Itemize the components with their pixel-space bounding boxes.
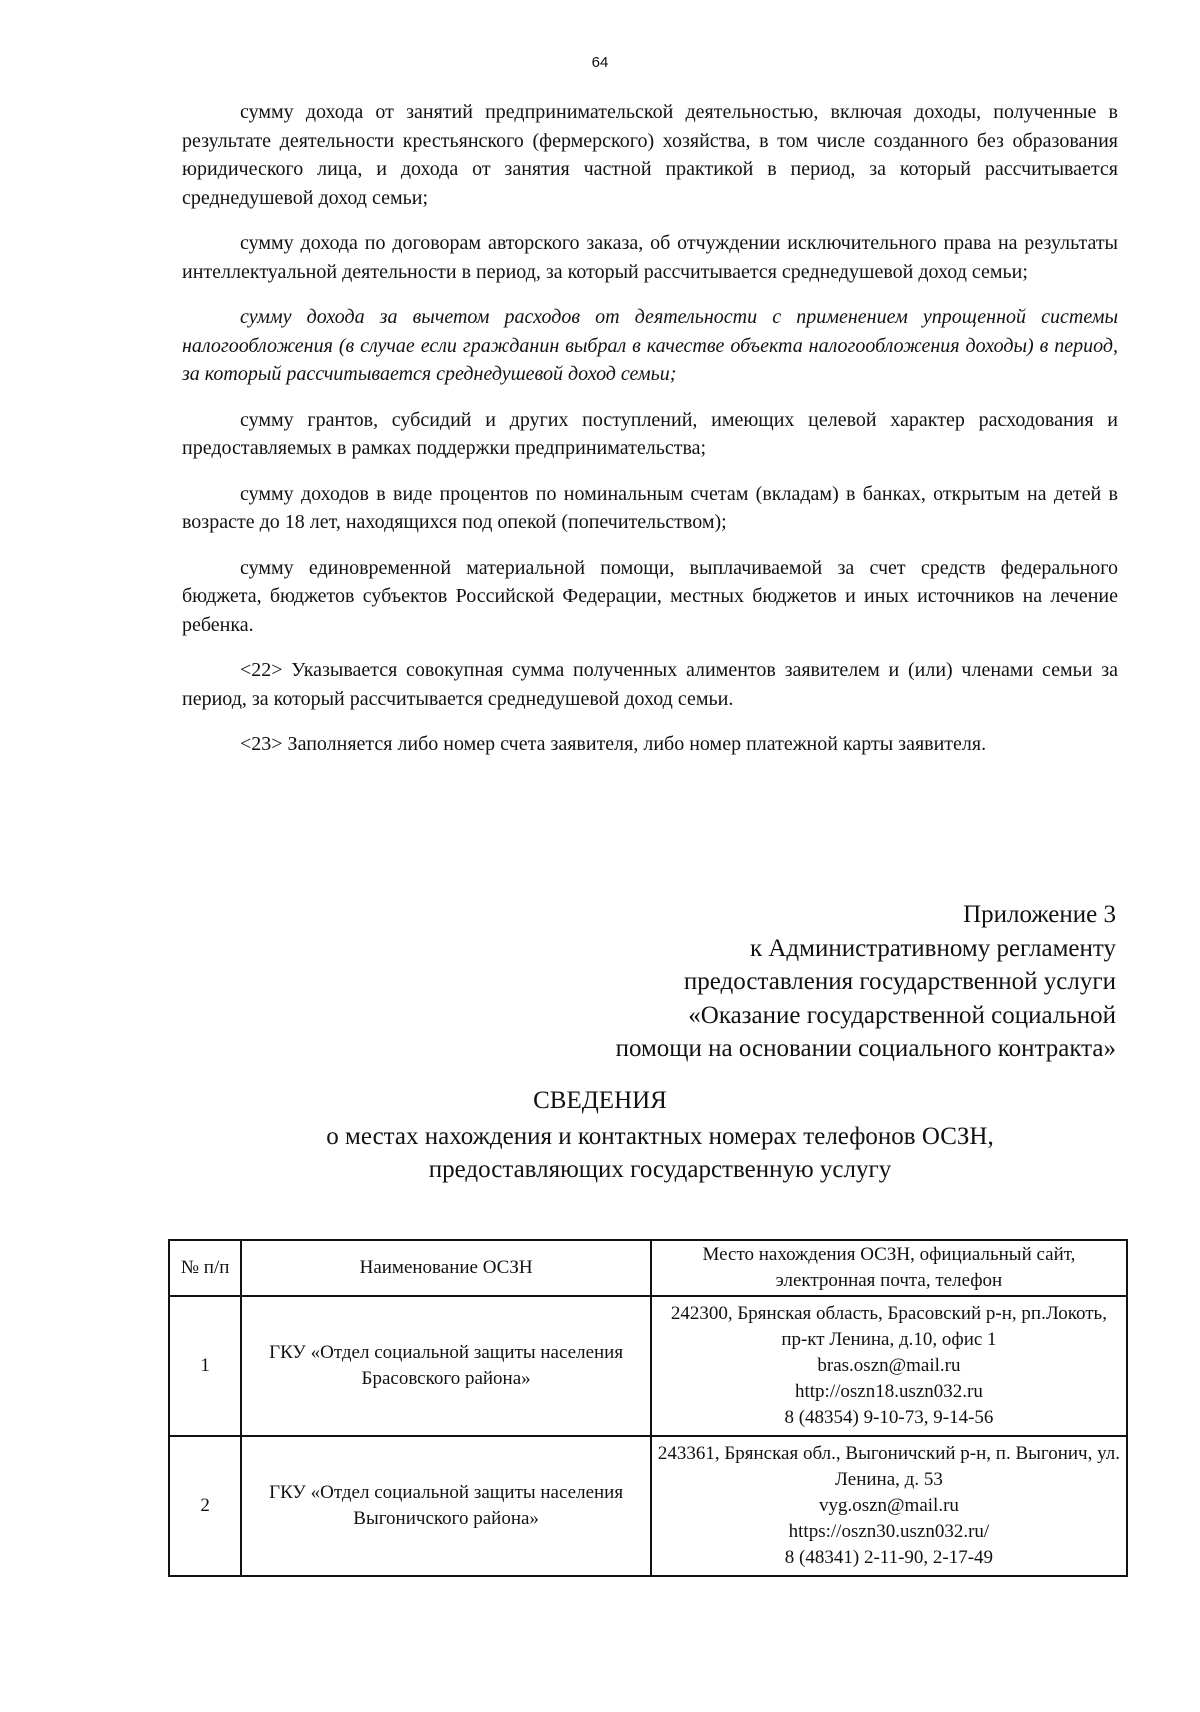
office-phone: 8 (48341) 2-11-90, 2-17-49 (784, 1547, 994, 1568)
header-number: № п/п (169, 1240, 241, 1296)
paragraph: сумму дохода от занятий предпринимательской деятельностью, включая доходы, полученные в результате деятельности крестьянского (фермерского) хозяйства, в том числе созданного без образования юридического лица, и дохода от занятия частной практикой в период, за который рассчитывается среднедушевой доход семьи; (182, 101, 1118, 209)
page-number: 64 (591, 54, 609, 71)
appendix-heading (616, 898, 1116, 1066)
table-row (169, 1296, 1127, 1436)
document-title: СВЕДЕНИЯ (533, 1087, 667, 1114)
paragraph: сумму грантов, субсидий и других поступлений, имеющих целевой характер расходования и предоставляемых в рамках поддержки предпринимательства; (182, 408, 1118, 459)
offices-table (168, 1239, 1128, 1577)
paragraph: сумму дохода за вычетом расходов от деятельности с применением упрощенной системы налогообложения (в случае если гражданин выбрал в качестве объекта налогообложения доходы) в период, за который рассчитывается среднедушевой доход семьи; (182, 306, 1118, 385)
appendix-line: к Административному регламенту (749, 934, 1116, 962)
office-address: 242300, Брянская область, Брасовский р-н, рп.Локоть, пр-кт Ленина, д.10, офис 1 (670, 1303, 1107, 1350)
table-header-row (169, 1240, 1127, 1296)
table-row (169, 1436, 1127, 1576)
footnote-23: <23> Заполняется либо номер счета заявителя, либо номер платежной карты заявителя. (240, 733, 987, 755)
paragraph: сумму доходов в виде процентов по номинальным счетам (вкладам) в банках, открытым на детей в возрасте до 18 лет, находящихся под опекой (попечительством); (182, 482, 1118, 533)
document-subtitle: о местах нахождения и контактных номерах телефонов ОСЗН, предоставляющих государственную услугу (326, 1123, 994, 1183)
appendix-number: Приложение 3 (963, 901, 1116, 928)
office-website[interactable]: https://oszn30.uszn032.ru/ (788, 1521, 990, 1542)
office-address: 243361, Брянская обл., Выгоничский р-н, п. Выгонич, ул. Ленина, д. 53 (657, 1443, 1121, 1490)
office-website[interactable]: http://oszn18.uszn032.ru (794, 1381, 983, 1402)
appendix-line: помощи на основании социального контракта» (615, 1035, 1116, 1062)
header-location: Место нахождения ОСЗН, официальный сайт, электронная почта, телефон (651, 1240, 1127, 1296)
office-name: ГКУ «Отдел социальной защиты населения Брасовского района» (241, 1296, 651, 1436)
office-email[interactable]: vyg.oszn@mail.ru (818, 1495, 959, 1516)
paragraph: сумму единовременной материальной помощи, выплачиваемой за счет средств федерального бюджета, бюджетов субъектов Российской Федерации, местных бюджетов и иных источников на лечение ребенка. (182, 556, 1118, 636)
paragraph: сумму дохода по договорам авторского заказа, об отчуждении исключительного права на результаты интеллектуальной деятельности в период, за который рассчитывается среднедушевой доход семьи; (182, 232, 1118, 283)
appendix-line: предоставления государственной услуги (683, 968, 1116, 995)
office-phone: 8 (48354) 9-10-73, 9-14-56 (784, 1407, 994, 1428)
header-name: Наименование ОСЗН (241, 1240, 651, 1296)
office-name: ГКУ «Отдел социальной защиты населения Выгоничского района» (241, 1436, 651, 1576)
row-number: 2 (169, 1436, 241, 1576)
appendix-line: «Оказание государственной социальной (688, 1001, 1116, 1029)
row-number: 1 (169, 1296, 241, 1436)
office-email[interactable]: bras.oszn@mail.ru (817, 1355, 961, 1376)
office-contacts (651, 1436, 1127, 1576)
body-text (182, 98, 1118, 776)
footnote-22: <22> Указывается совокупная сумма полученных алиментов заявителем и (или) членами семьи за период, за который рассчитывается среднедушевой доход семьи. (182, 659, 1118, 710)
office-contacts (651, 1296, 1127, 1436)
